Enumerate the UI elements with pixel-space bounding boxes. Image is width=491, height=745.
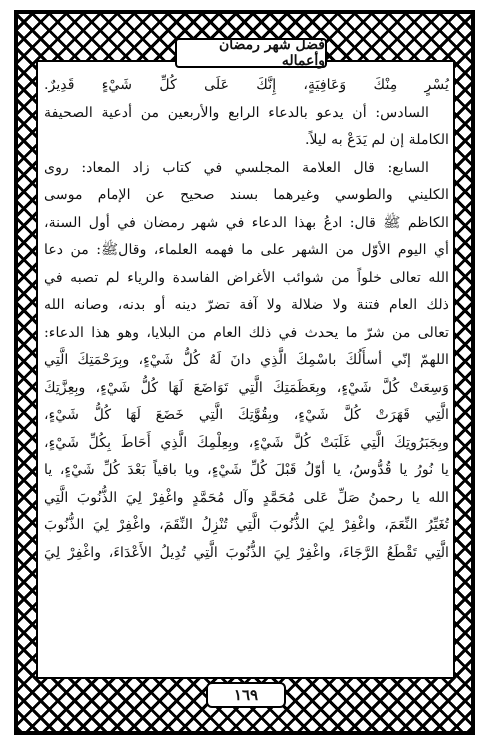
text-line: أي اليوم الأوّل من الشهر على ما فهمه العلماء، وقالﷺ: من دعا xyxy=(44,242,449,258)
text-line: الكاملة إن لم يَدَعْ به ليلاً. xyxy=(305,132,449,148)
header-title: فضل شهر رمضان وأعماله xyxy=(218,37,325,69)
text-line: السابع: قال العلامة المجلسي في كتاب زاد المعاد: روى xyxy=(44,159,429,176)
text-line: تعالى من شرّ ما يحدث في ذلك العام من البلايا، وهو هذا الدعاء: xyxy=(44,324,449,341)
text-line: الكاظم ﷺ قال: ادعُ بهذا الدعاء في شهر رمضان في أول السنة، xyxy=(44,214,449,231)
text-line: الكليني والطوسي وغيرهما بسند صحيح عن الإمام موسى xyxy=(44,187,449,203)
text-line: الله يا رحمنُ صَلِّ عَلى مُحَمَّدٍ وآل مُحَمَّدٍ واغْفِرْ لِيَ الذُّنُوبَ الَّتِي xyxy=(44,489,449,506)
text-line: ذلك العام فتنة ولا ضلالة ولا آفة تضرّ دينه أو بدنه، وصانه الله xyxy=(44,297,449,313)
running-header xyxy=(175,38,327,68)
text-line: الَّتِي قَهَرَتْ كُلَّ شَيْءٍ، وبِقُوَّتِكَ الَّتِي خَضَعَ لَهَا كُلُّ شَيْءٍ، xyxy=(44,407,449,423)
text-line: يُسْرٍ مِنْكَ وَعَافِيَةٍ، إِنَّكَ عَلَى كُلِّ شَيْءٍ قَدِيرٌ. xyxy=(44,77,449,93)
text-line: الله تعالى خلواً من شوائب الأغراض الفاسدة والرياء لم تصبه في xyxy=(44,269,449,286)
text-line: اللهمّ إنّي أسأَلُكَ باسْمِكَ الَّذِي دانَ لَهُ كُلُّ شَيْءٍ، وبِرَحْمَتِكَ الَّتِي xyxy=(44,352,449,368)
text-line: وَسِعَتْ كُلَّ شَيْءٍ، وبِعَظَمَتِكَ الَّتِي تَوَاضَعَ لَهَا كُلُّ شَيْءٍ، وبِعِزَّتِكَ xyxy=(44,379,449,396)
text-line: تُغَيِّرُ النِّعَمَ، واغْفِرْ لِيَ الذُّنُوبَ الَّتِي تُنْزِلُ النِّقَمَ، واغْفِرْ لِيَ الذُّنُوبَ xyxy=(44,517,449,533)
page-number: ١٦٩ xyxy=(233,686,259,704)
text-line: وبِجَبَرُوتِكَ الَّتِي غَلَبَتْ كُلَّ شَيْءٍ، وبِعِلْمِكَ الَّذِي أَحَاطَ بِكُلِّ شَيْءٍ، xyxy=(44,434,449,451)
body-text xyxy=(44,72,449,677)
text-line: يا نُورُ يا قُدُّوسُ، يا أوّلُ قَبْلَ كُلِّ شَيْءٍ، ويا باقياً بَعْدَ كُلِّ شَيْءٍ، يا xyxy=(44,462,449,478)
page-number-box xyxy=(206,682,286,708)
text-line: السادس: أن يدعو بالدعاء الرابع والأربعين من أدعية الصحيفة xyxy=(44,104,429,121)
text-line: الَّتِي تَقْطَعُ الرَّجَاءَ، واغْفِرْ لِيَ الذُّنُوبَ الَّتِي تُدِيلُ الأَعْدَاءَ، واغْفِرْ لِيَ xyxy=(44,544,449,561)
